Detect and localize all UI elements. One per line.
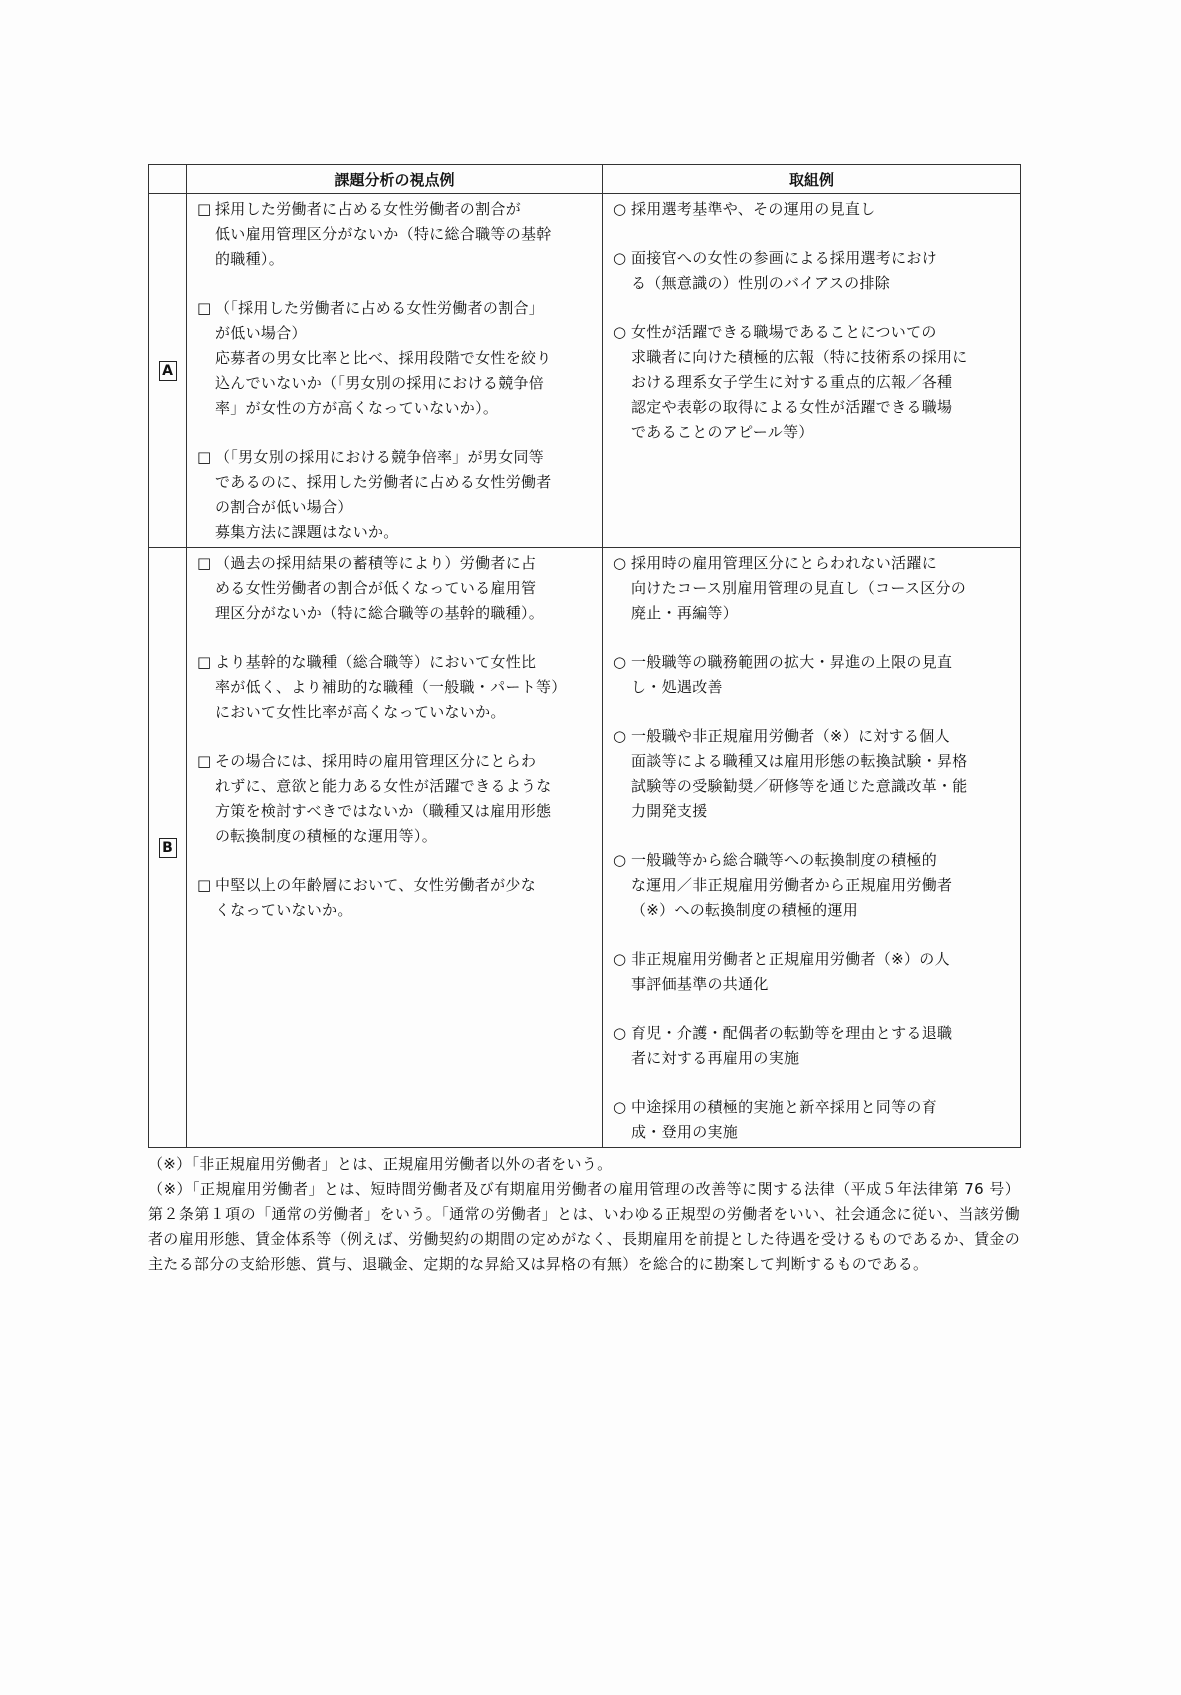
item-text-line: の割合が低い場合） bbox=[215, 498, 353, 516]
item-text-line: より基幹的な職種（総合職等）において女性比 bbox=[215, 653, 537, 671]
table-header-row bbox=[149, 165, 1021, 194]
item-text-line: 率」が女性の方が高くなっていないか）。 bbox=[215, 399, 499, 417]
table-row bbox=[149, 194, 1021, 548]
item-spacer bbox=[197, 725, 594, 749]
initiative-item bbox=[613, 1021, 1012, 1071]
item-text-line: 面談等による職種又は雇用形態の転換試験・昇格 bbox=[631, 752, 968, 770]
item-text-line: 採用選考基準や、その運用の見直し bbox=[631, 200, 876, 218]
right-cell-content bbox=[603, 194, 1020, 447]
right-cell-content bbox=[603, 548, 1020, 1147]
circle-mark-icon: ○ bbox=[613, 323, 627, 341]
circle-mark-icon: ○ bbox=[613, 249, 627, 267]
initiative-cell bbox=[603, 548, 1021, 1148]
item-text-line: 率が低く、より補助的な職種（一般職・パート等） bbox=[215, 678, 567, 696]
circle-mark-icon: ○ bbox=[613, 653, 627, 671]
left-cell-content bbox=[187, 548, 602, 925]
item-text-line: 事評価基準の共通化 bbox=[631, 975, 769, 993]
item-spacer bbox=[197, 849, 594, 873]
item-text-line: 募集方法に課題はないか。 bbox=[215, 523, 399, 541]
document-page bbox=[148, 164, 1020, 1277]
footnote-regular: （※）「正規雇用労働者」とは、短時間労働者及び有期雇用労働者の雇用管理の改善等に関する法律（平成５年法律第 76 号）第２条第１項の「通常の労働者」をいう。「通常の労働者」とは、いわゆる正規型の労働者をいい、社会通念に従い、当該労働者の雇用形態、賃金体系等（例えば、労働契約の期間の定めがなく、長期雇用を前提とした待遇を受けるものであるか、賃金の主たる部分の支給形態、賞与、退職金、定期的な昇給又は昇格の有無）を総合的に勘案して判断するものである。 bbox=[148, 1180, 1020, 1273]
item-spacer bbox=[613, 997, 1012, 1021]
item-text-line: 向けたコース別雇用管理の見直し（コース区分の bbox=[631, 579, 967, 597]
table-row bbox=[149, 548, 1021, 1148]
checkbox-mark-icon: □ bbox=[197, 653, 212, 671]
item-text-line: 面接官への女性の参画による採用選考におけ bbox=[631, 249, 938, 267]
item-text-line: 的職種）。 bbox=[215, 250, 285, 268]
item-text-line: 一般職等の職務範囲の拡大・昇進の上限の見直 bbox=[631, 653, 953, 671]
initiative-cell bbox=[603, 194, 1021, 548]
viewpoint-item bbox=[197, 650, 594, 725]
viewpoint-item bbox=[197, 749, 594, 849]
viewpoint-item bbox=[197, 873, 594, 923]
item-spacer bbox=[197, 626, 594, 650]
item-text-line: 一般職や非正規雇用労働者（※）に対する個人 bbox=[631, 727, 950, 745]
item-spacer bbox=[613, 923, 1012, 947]
item-text-line: 成・登用の実施 bbox=[631, 1123, 739, 1141]
viewpoint-item bbox=[197, 445, 594, 545]
checkbox-mark-icon: □ bbox=[197, 752, 212, 770]
item-text-line: の転換制度の積極的な運用等）。 bbox=[215, 827, 438, 845]
item-text-line: において女性比率が高くなっていないか。 bbox=[215, 703, 506, 721]
item-spacer bbox=[613, 296, 1012, 320]
item-text-line: （「採用した労働者に占める女性労働者の割合」 bbox=[215, 299, 545, 317]
viewpoint-cell bbox=[187, 194, 603, 548]
circle-mark-icon: ○ bbox=[613, 727, 627, 745]
footnotes bbox=[148, 1152, 1020, 1277]
initiative-item bbox=[613, 197, 1012, 222]
item-text-line: であるのに、採用した労働者に占める女性労働者 bbox=[215, 473, 552, 491]
viewpoint-item bbox=[197, 296, 594, 421]
item-spacer bbox=[197, 272, 594, 296]
item-text-line: 力開発支援 bbox=[631, 802, 708, 820]
item-text-line: 低い雇用管理区分がないか（特に総合職等の基幹 bbox=[215, 225, 552, 243]
item-text-line: 試験等の受験勧奨／研修等を通じた意識改革・能 bbox=[631, 777, 968, 795]
item-text-line: （「男女別の採用における競争倍率」が男女同等 bbox=[215, 448, 545, 466]
item-text-line: 非正規雇用労働者と正規雇用労働者（※）の人 bbox=[631, 950, 950, 968]
item-spacer bbox=[613, 626, 1012, 650]
item-text-line: 育児・介護・配偶者の転勤等を理由とする退職 bbox=[631, 1024, 953, 1042]
item-text-line: であることのアピール等） bbox=[631, 423, 814, 441]
viewpoint-item bbox=[197, 197, 594, 272]
item-text-line: （※）への転換制度の積極的運用 bbox=[631, 901, 859, 919]
initiative-item bbox=[613, 320, 1012, 445]
item-text-line: 女性が活躍できる職場であることについての bbox=[631, 323, 937, 341]
initiative-item bbox=[613, 246, 1012, 296]
checkbox-mark-icon: □ bbox=[197, 554, 212, 572]
item-text-line: その場合には、採用時の雇用管理区分にとらわ bbox=[215, 752, 537, 770]
initiative-item bbox=[613, 1095, 1012, 1145]
initiative-item bbox=[613, 947, 1012, 997]
item-text-line: くなっていないか。 bbox=[215, 901, 353, 919]
circle-mark-icon: ○ bbox=[613, 1024, 627, 1042]
row-label-a: A bbox=[159, 361, 177, 381]
circle-mark-icon: ○ bbox=[613, 851, 627, 869]
item-text-line: な運用／非正規雇用労働者から正規雇用労働者 bbox=[631, 876, 953, 894]
header-initiatives: 取組例 bbox=[603, 165, 1021, 194]
item-text-line: 一般職等から総合職等への転換制度の積極的 bbox=[631, 851, 938, 869]
footnote-non-regular: （※）「非正規雇用労働者」とは、正規雇用労働者以外の者をいう。 bbox=[148, 1155, 613, 1173]
row-label-cell bbox=[149, 548, 187, 1148]
circle-mark-icon: ○ bbox=[613, 554, 627, 572]
item-text-line: る（無意識の）性別のバイアスの排除 bbox=[631, 274, 891, 292]
item-text-line: 者に対する再雇用の実施 bbox=[631, 1049, 800, 1067]
initiative-item bbox=[613, 650, 1012, 700]
header-analysis-viewpoints: 課題分析の視点例 bbox=[187, 165, 603, 194]
circle-mark-icon: ○ bbox=[613, 950, 627, 968]
initiative-item bbox=[613, 724, 1012, 824]
checkbox-mark-icon: □ bbox=[197, 299, 212, 317]
item-spacer bbox=[613, 222, 1012, 246]
item-text-line: 廃止・再編等） bbox=[631, 604, 739, 622]
initiative-item bbox=[613, 551, 1012, 626]
circle-mark-icon: ○ bbox=[613, 1098, 627, 1116]
item-text-line: （過去の採用結果の蓄積等により）労働者に占 bbox=[215, 554, 537, 572]
analysis-table bbox=[148, 164, 1021, 1148]
initiative-item bbox=[613, 848, 1012, 923]
item-text-line: 採用した労働者に占める女性労働者の割合が bbox=[215, 200, 522, 218]
item-spacer bbox=[197, 421, 594, 445]
item-text-line: が低い場合） bbox=[215, 324, 307, 342]
circle-mark-icon: ○ bbox=[613, 200, 627, 218]
item-text-line: 方策を検討すべきではないか（職種又は雇用形態 bbox=[215, 802, 552, 820]
checkbox-mark-icon: □ bbox=[197, 448, 212, 466]
header-corner bbox=[149, 165, 187, 194]
item-text-line: 採用時の雇用管理区分にとらわれない活躍に bbox=[631, 554, 938, 572]
item-spacer bbox=[613, 1071, 1012, 1095]
row-label-b: B bbox=[159, 838, 177, 858]
item-text-line: 求職者に向けた積極的広報（特に技術系の採用に bbox=[631, 348, 968, 366]
checkbox-mark-icon: □ bbox=[197, 876, 212, 894]
item-text-line: れずに、意欲と能力ある女性が活躍できるような bbox=[215, 777, 552, 795]
item-text-line: 理区分がないか（特に総合職等の基幹的職種）。 bbox=[215, 604, 545, 622]
item-text-line: 中途採用の積極的実施と新卒採用と同等の育 bbox=[631, 1098, 938, 1116]
item-text-line: 認定や表彰の取得による女性が活躍できる職場 bbox=[631, 398, 953, 416]
item-text-line: 込んでいないか（「男女別の採用における競争倍 bbox=[215, 374, 545, 392]
item-text-line: し・処遇改善 bbox=[631, 678, 723, 696]
checkbox-mark-icon: □ bbox=[197, 200, 212, 218]
item-text-line: 応募者の男女比率と比べ、採用段階で女性を絞り bbox=[215, 349, 552, 367]
row-label-cell bbox=[149, 194, 187, 548]
item-text-line: おける理系女子学生に対する重点的広報／各種 bbox=[631, 373, 953, 391]
viewpoint-cell bbox=[187, 548, 603, 1148]
item-text-line: 中堅以上の年齢層において、女性労働者が少な bbox=[215, 876, 537, 894]
item-spacer bbox=[613, 700, 1012, 724]
item-spacer bbox=[613, 824, 1012, 848]
item-text-line: める女性労働者の割合が低くなっている雇用管 bbox=[215, 579, 537, 597]
left-cell-content bbox=[187, 194, 602, 547]
viewpoint-item bbox=[197, 551, 594, 626]
